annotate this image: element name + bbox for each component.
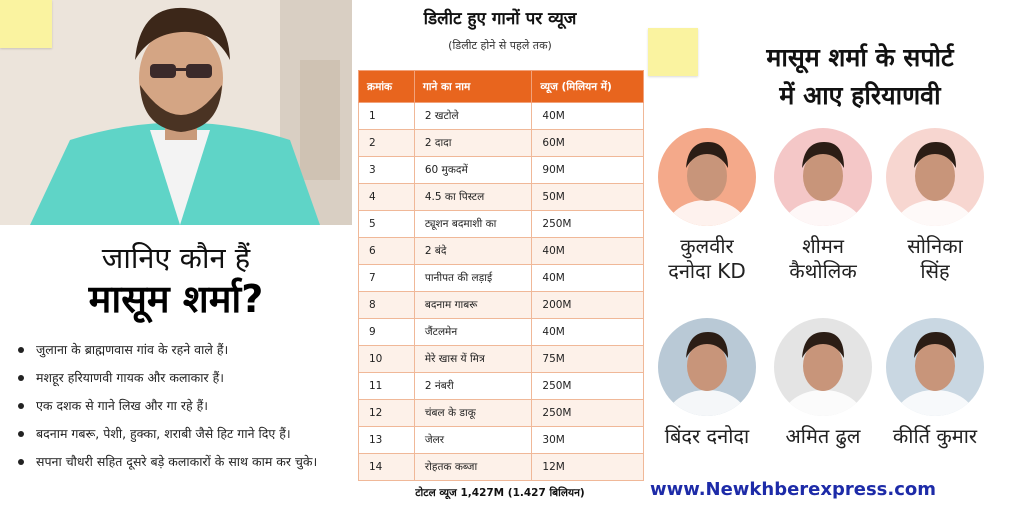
table-row	[359, 454, 644, 481]
table-title: डिलीट हुए गानों पर व्यूज	[423, 9, 577, 29]
cell-views: 30M	[532, 427, 644, 454]
cell-serial: 12	[359, 400, 415, 427]
cell-song-name: बदनाम गाबरू	[414, 292, 532, 319]
cell-song-name: जैंटलमेन	[414, 319, 532, 346]
supporter-card	[763, 318, 883, 449]
table-row	[359, 427, 644, 454]
right-heading-line2: में आए हरियाणवी	[779, 81, 941, 110]
cell-song-name: 2 खटोले	[414, 103, 532, 130]
table-row	[359, 319, 644, 346]
supporter-avatar	[886, 128, 984, 226]
supporter-card	[875, 128, 995, 284]
cell-song-name: 2 दादा	[414, 130, 532, 157]
cell-views: 250M	[532, 400, 644, 427]
supporter-name-line2: सिंह	[920, 259, 950, 283]
table-row	[359, 400, 644, 427]
cell-serial: 7	[359, 265, 415, 292]
supporter-name-line2: कैथोलिक	[789, 259, 857, 283]
header-song-name: गाने का नाम	[414, 71, 532, 103]
supporter-name	[763, 424, 883, 449]
cell-views: 40M	[532, 238, 644, 265]
cell-serial: 2	[359, 130, 415, 157]
middle-panel	[352, 0, 648, 509]
cell-song-name: 2 बंदे	[414, 238, 532, 265]
cell-song-name: जेलर	[414, 427, 532, 454]
cell-views: 40M	[532, 265, 644, 292]
table-row	[359, 157, 644, 184]
supporter-name-line1: अमित ढुल	[785, 424, 861, 448]
table-row	[359, 130, 644, 157]
cell-views: 12M	[532, 454, 644, 481]
total-views: टोटल व्यूज 1,427M (1.427 बिलियन)	[415, 487, 585, 499]
right-heading-line1: मासूम शर्मा के सपोर्ट	[766, 43, 954, 72]
facts-list	[14, 340, 344, 480]
supporter-name	[647, 424, 767, 449]
cell-serial: 10	[359, 346, 415, 373]
cell-serial: 11	[359, 373, 415, 400]
table-row	[359, 292, 644, 319]
supporter-avatar	[886, 318, 984, 416]
cell-views: 250M	[532, 211, 644, 238]
cell-views: 40M	[532, 103, 644, 130]
cell-views: 90M	[532, 157, 644, 184]
table-row	[359, 238, 644, 265]
supporter-name-line1: सोनिका	[907, 234, 963, 258]
fact-item: बदनाम गबरू, पेशी, हुक्का, शराबी जैसे हिट गाने दिए हैं।	[14, 424, 344, 443]
cell-serial: 4	[359, 184, 415, 211]
masoom-sharma-photo	[0, 0, 352, 225]
supporter-name	[875, 234, 995, 284]
cell-serial: 6	[359, 238, 415, 265]
fact-item: जुलाना के ब्राह्मणवास गांव के रहने वाले हैं।	[14, 340, 344, 359]
header-serial: क्रमांक	[359, 71, 415, 103]
table-header-row	[359, 71, 644, 103]
left-heading-line2: मासूम शर्मा?	[88, 277, 264, 321]
table-row	[359, 184, 644, 211]
supporter-card	[763, 128, 883, 284]
supporter-avatar	[774, 128, 872, 226]
cell-song-name: चंबल के डाकू	[414, 400, 532, 427]
views-table	[358, 70, 644, 481]
cell-serial: 14	[359, 454, 415, 481]
cell-song-name: 60 मुकदमें	[414, 157, 532, 184]
cell-views: 75M	[532, 346, 644, 373]
table-row	[359, 373, 644, 400]
left-panel	[0, 0, 352, 509]
right-panel	[648, 0, 1024, 509]
supporter-name-line2: दनोदा KD	[668, 259, 746, 283]
cell-views: 200M	[532, 292, 644, 319]
cell-views: 60M	[532, 130, 644, 157]
table-row	[359, 265, 644, 292]
cell-serial: 13	[359, 427, 415, 454]
supporter-avatar	[658, 128, 756, 226]
cell-song-name: 2 नंबरी	[414, 373, 532, 400]
website-url[interactable]: www.Newkhberexpress.com	[649, 479, 937, 500]
supporter-name-line1: कीर्ति कुमार	[892, 424, 978, 448]
table-subtitle: (डिलीट होने से पहले तक)	[448, 39, 552, 52]
cell-serial: 5	[359, 211, 415, 238]
supporter-name	[763, 234, 883, 284]
cell-serial: 1	[359, 103, 415, 130]
table-row	[359, 103, 644, 130]
cell-song-name: पानीपत की लड़ाई	[414, 265, 532, 292]
fact-item: सपना चौधरी सहित दूसरे बड़े कलाकारों के साथ काम कर चुके।	[14, 452, 344, 471]
supporter-card	[647, 318, 767, 449]
supporter-avatar	[774, 318, 872, 416]
cell-serial: 9	[359, 319, 415, 346]
cell-views: 40M	[532, 319, 644, 346]
cell-views: 50M	[532, 184, 644, 211]
supporter-name-line1: बिंदर दनोदा	[664, 424, 750, 448]
sticky-note	[0, 0, 52, 48]
cell-serial: 8	[359, 292, 415, 319]
supporter-name-line1: कुलवीर	[680, 234, 734, 258]
cell-serial: 3	[359, 157, 415, 184]
cell-song-name: मेरे खास यें मित्र	[414, 346, 532, 373]
cell-song-name: 4.5 का पिस्टल	[414, 184, 532, 211]
supporter-name	[875, 424, 995, 449]
supporter-card	[647, 128, 767, 284]
table-row	[359, 211, 644, 238]
supporter-card	[875, 318, 995, 449]
supporter-avatar	[658, 318, 756, 416]
fact-item: एक दशक से गाने लिख और गा रहे हैं।	[14, 396, 344, 415]
sticky-note	[648, 28, 698, 76]
supporter-name-line1: शीमन	[802, 234, 844, 258]
header-views: व्यूज (मिलियन में)	[532, 71, 644, 103]
cell-song-name: ट्यूशन बदमाशी का	[414, 211, 532, 238]
fact-item: मशहूर हरियाणवी गायक और कलाकार हैं।	[14, 368, 344, 387]
supporter-name	[647, 234, 767, 284]
left-heading-line1: जानिए कौन हैं	[101, 241, 251, 275]
cell-views: 250M	[532, 373, 644, 400]
table-row	[359, 346, 644, 373]
cell-song-name: रोहतक कब्जा	[414, 454, 532, 481]
